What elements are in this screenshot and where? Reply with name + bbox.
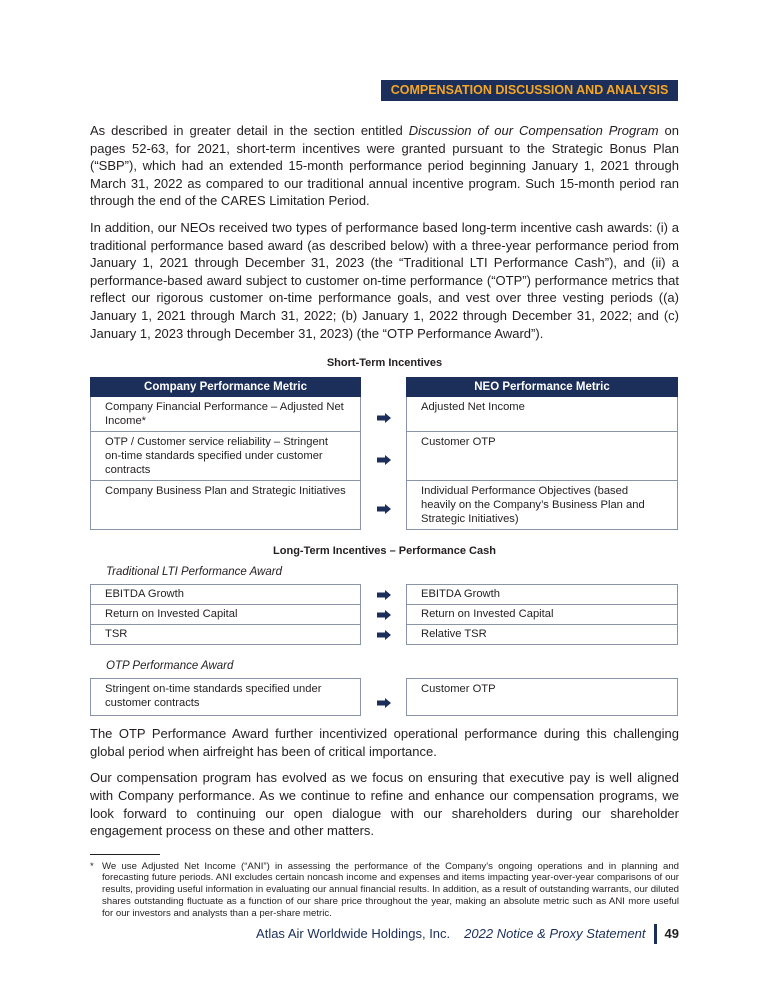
right-arrow-icon <box>361 678 406 716</box>
company-name: Atlas Air Worldwide Holdings, Inc. <box>256 926 451 942</box>
sti-right-row: Adjusted Net Income <box>406 397 678 432</box>
text: on pages 52-63, for 2021, short-term incentives were granted pursuant to the Strategic Bonus Plan (“SBP”), which had an extended 15-month performance period beginning January 1, 2021 through March 31, 2022 as compared to our traditional annual incentive program. Such 15-month period ran through the end of the CARES Limitation Period. <box>90 123 680 209</box>
footnote-mark: * <box>90 860 94 872</box>
company-metric-header: Company Performance Metric <box>90 377 361 397</box>
paragraph-2: In addition, our NEOs received two types of performance based long-term incentive cash awards: (i) a traditional performance based award (as described below) with a three-year performance period from January 1, 2021 through December 31, 2023 (the “Traditional LTI Performance Cash”), and (ii) a performance-based award subject to customer on-time performance (“OTP”) performance metrics that reflect our rigorous customer on-time performance goals, and vest over three vesting periods ((a) January 1, 2021 through March 31, 2022; (b) January 1, 2022 through December 31, 2022; and (c) January 1, 2023 through December 31, 2023) (the “OTP Performance Award”). <box>90 219 679 341</box>
lti-right-row: EBITDA Growth <box>406 584 678 605</box>
lti-left-row: TSR <box>90 624 361 645</box>
otp-right-row: Customer OTP <box>406 678 678 716</box>
otp-left-row: Stringent on-time standards specified under customer contracts <box>90 678 361 716</box>
right-arrow-icon <box>361 397 406 432</box>
traditional-lti-table <box>90 584 678 645</box>
sti-left-row: Company Financial Performance – Adjusted Net Income* <box>90 397 361 432</box>
footnote <box>90 861 679 920</box>
otp-table <box>90 678 678 716</box>
right-arrow-icon <box>361 605 406 625</box>
footnote-divider <box>90 854 160 855</box>
paragraph-1 <box>90 122 679 210</box>
right-arrow-icon <box>361 432 406 481</box>
paragraph-4: Our compensation program has evolved as we focus on ensuring that executive pay is well aligned with Company performance. As we continue to refine and enhance our compensation programs, we look forward to continuing our open dialogue with our shareholders during our shareholder engagement process on these and other matters. <box>90 770 679 839</box>
sti-title: Short-Term Incentives <box>326 357 443 370</box>
lti-left-row: Return on Invested Capital <box>90 604 361 625</box>
page-content <box>90 122 679 944</box>
paragraph-3: The OTP Performance Award further incentivized operational performance during this challenging global period when airfreight has been of critical importance. <box>90 726 679 759</box>
page-footer <box>90 924 679 944</box>
sti-right-row: Customer OTP <box>406 431 678 481</box>
sti-left-row: OTP / Customer service reliability – Stringent on-time standards specified under customer contracts <box>90 431 361 481</box>
page-number: 49 <box>664 926 679 942</box>
section-reference: Discussion of our Compensation Program <box>408 123 659 138</box>
footnote-text: We use Adjusted Net Income (“ANI”) in assessing the performance of the Company’s ongoing operations and in planning and forecasting future periods. ANI excludes certain noncash income and expenses and items impacting year-over-year comparisons of our results, providing useful information in evaluating our annual financial results. In addition, as a result of outstanding warrants, our diluted shares outstanding fluctuate as a function of our share price throughout the year, making an absolute metric such as ANI more useful for our investors and analysts than a per-share metric. <box>102 860 679 919</box>
right-arrow-icon <box>361 584 406 605</box>
otp-award-label: OTP Performance Award <box>106 660 234 673</box>
text: As described in greater detail in the section entitled <box>90 123 409 138</box>
traditional-lti-label: Traditional LTI Performance Award <box>106 566 282 579</box>
right-arrow-icon <box>361 625 406 645</box>
section-header: COMPENSATION DISCUSSION AND ANALYSIS <box>381 80 678 101</box>
lti-title: Long-Term Incentives – Performance Cash <box>273 545 496 558</box>
right-arrow-icon <box>361 481 406 530</box>
document-title: 2022 Notice & Proxy Statement <box>464 926 646 942</box>
sti-right-row: Individual Performance Objectives (based heavily on the Company’s Business Plan and Strategic Initiatives) <box>406 480 678 530</box>
sti-left-row: Company Business Plan and Strategic Initiatives <box>90 480 361 530</box>
neo-metric-header: NEO Performance Metric <box>406 377 678 397</box>
lti-right-row: Return on Invested Capital <box>406 604 678 625</box>
footer-divider <box>654 924 657 944</box>
sti-table <box>90 377 678 530</box>
lti-right-row: Relative TSR <box>406 624 678 645</box>
lti-left-row: EBITDA Growth <box>90 584 361 605</box>
